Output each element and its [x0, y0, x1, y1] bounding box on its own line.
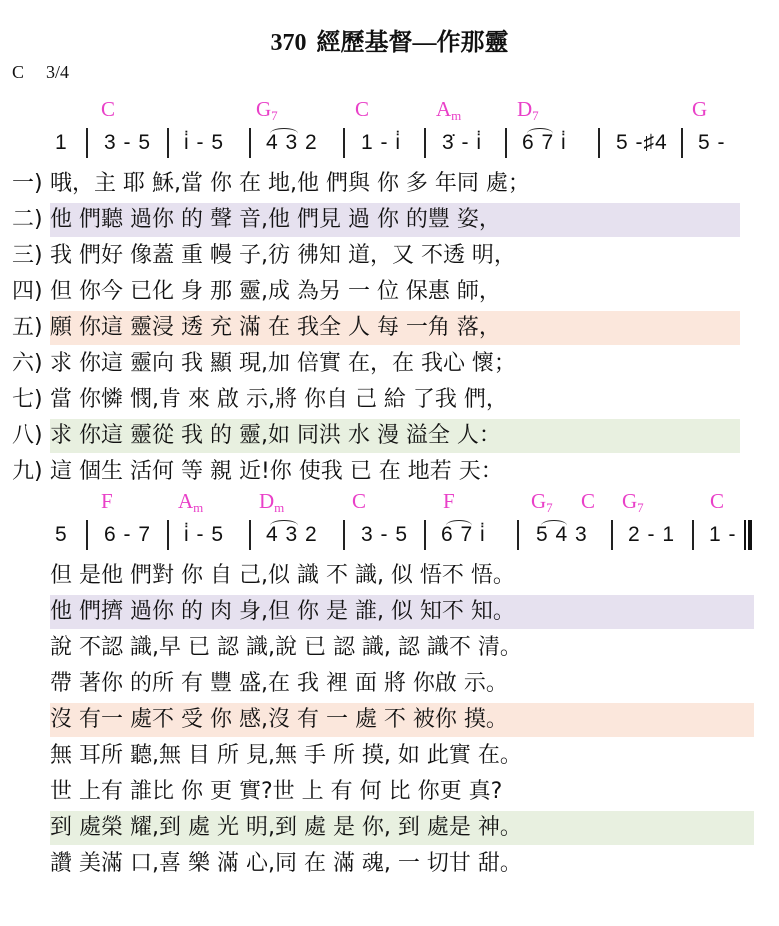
barline [424, 520, 426, 550]
chord: $G_7$ [256, 97, 278, 123]
barline [424, 128, 426, 158]
barline [598, 128, 600, 158]
verse-number: 二) [12, 207, 43, 232]
barline [86, 128, 88, 158]
chord-row-2 [0, 489, 779, 513]
chord-row-1 [0, 97, 779, 121]
chord: C [352, 489, 367, 513]
lyric-line: 求 你這 靈從 我 的 靈,如 同洪 水 漫 溢全 人： [50, 419, 740, 453]
barline [343, 128, 345, 158]
measure: 3 - 5 [104, 131, 152, 154]
measure: 1 [55, 131, 68, 154]
lyric-line: 哦，主 耶 穌,當 你 在 地,他 們與 你 多 年同 處； [50, 171, 530, 196]
chord: F [443, 489, 455, 513]
chord: $D_7$ [517, 97, 539, 123]
chord: $A_m$ [178, 489, 204, 515]
verse-number: 九) [12, 459, 43, 484]
barline [249, 520, 251, 550]
chord: $G_7$ [531, 489, 553, 515]
notation-row-2 [0, 520, 779, 554]
chord: F [101, 489, 113, 513]
lyric-line: 帶 著你 的所 有 豐 盛,在 我 裡 面 將 你啟 示。 [50, 671, 508, 696]
barline [517, 520, 519, 550]
measure: 4 3 2 [266, 523, 318, 546]
lyric-line: 到 處榮 耀,到 處 光 明,到 處 是 你, 到 處是 神。 [50, 811, 754, 845]
lyric-line: 這 個生 活何 等 親 近!你 使我 已 在 地若 天： [50, 459, 503, 484]
hymn-number: 370 [270, 30, 307, 56]
measure: i̇ - 5 [184, 523, 225, 546]
verse-number: 五) [12, 315, 43, 340]
measure: 3 - 5 [361, 523, 409, 546]
hymn-name: 經歷基督—作那靈 [316, 30, 509, 56]
chord: C [355, 97, 370, 121]
barline [692, 520, 694, 550]
measure: 2 - 1 [628, 523, 676, 546]
measure: 6 - 7 [104, 523, 152, 546]
lyric-line: 願 你這 靈浸 透 充 滿 在 我全 人 每 一角 落， [50, 311, 740, 345]
lyric-line: 沒 有一 處不 受 你 感,沒 有 一 處 不 被你 摸。 [50, 703, 754, 737]
measure: 1 - i̇ [361, 131, 402, 154]
lyric-line: 但 你今 已化 身 那 靈,成 為另 一 位 保惠 師， [50, 279, 501, 304]
barline [505, 128, 507, 158]
barline [167, 520, 169, 550]
time-signature: 3/4 [46, 62, 70, 82]
verse-number: 一) [12, 171, 43, 196]
notation-row-1 [0, 128, 779, 162]
lyric-line: 他 們擠 過你 的 肉 身,但 你 是 誰, 似 知不 知。 [50, 595, 754, 629]
chord: C [581, 489, 596, 513]
barline [611, 520, 613, 550]
lyric-line: 世 上有 誰比 你 更 實?世 上 有 何 比 你更 真? [50, 779, 503, 804]
lyric-line: 他 們聽 過你 的 聲 音,他 們見 過 你 的豐 姿， [50, 203, 740, 237]
barline [343, 520, 345, 550]
lyric-line: 說 不認 識,早 已 認 識,說 已 認 識, 認 識不 清。 [50, 635, 522, 660]
verse-number: 三) [12, 243, 43, 268]
final-barline [744, 520, 753, 550]
measure: 5 [55, 523, 68, 546]
hymn-title [0, 22, 779, 57]
chord: $D_m$ [259, 489, 285, 515]
verse-number: 七) [12, 387, 43, 412]
barline [249, 128, 251, 158]
chord: C [101, 97, 116, 121]
chord: G [692, 97, 708, 121]
chord: C [710, 489, 725, 513]
lyric-line: 但 是他 們對 你 自 己,似 識 不 識, 似 悟不 悟。 [50, 563, 515, 588]
lyric-line: 讚 美滿 口,喜 樂 滿 心,同 在 滿 魂, 一 切甘 甜。 [50, 851, 522, 876]
verse-number: 六) [12, 351, 43, 376]
key-time-signature [12, 62, 91, 83]
measure: 3̇ - i̇ [442, 131, 483, 154]
lyric-line: 當 你憐 憫,肯 來 啟 示,將 你自 己 給 了我 們， [50, 387, 508, 412]
chord: $G_7$ [622, 489, 644, 515]
measure: 5 4 3 [536, 523, 588, 546]
measure: i̇ - 5 [184, 131, 225, 154]
lyric-line: 無 耳所 聽,無 目 所 見,無 手 所 摸, 如 此實 在。 [50, 743, 522, 768]
lyric-line: 我 們好 像蓋 重 幔 子,彷 彿知 道，又 不透 明， [50, 243, 516, 268]
measure: 4 3 2 [266, 131, 318, 154]
verse-number: 八) [12, 423, 43, 448]
barline [86, 520, 88, 550]
measure: 1 - [709, 523, 737, 546]
key-signature: C [12, 62, 25, 82]
measure: 6 7 i̇ [522, 131, 567, 154]
barline [167, 128, 169, 158]
chord: $A_m$ [436, 97, 462, 123]
verse-number: 四) [12, 279, 43, 304]
measure: 5 -♯4 [616, 131, 668, 154]
measure: 6 7 i̇ [441, 523, 486, 546]
barline [681, 128, 683, 158]
lyric-line: 求 你這 靈向 我 顯 現,加 倍實 在，在 我心 懷； [50, 351, 516, 376]
measure: 5 - [698, 131, 726, 154]
